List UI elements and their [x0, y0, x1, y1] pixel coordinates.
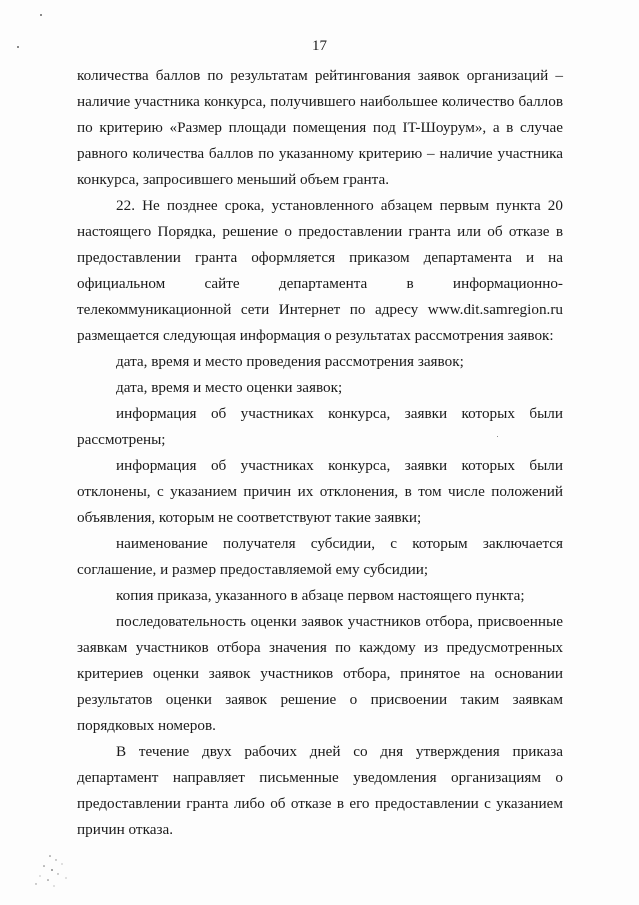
- scan-speck: [40, 14, 42, 16]
- paragraph-22: 22. Не позднее срока, установленного абзацем первым пункта 20 настоящего Порядка, решение о предоставлении гранта или об отказе в предоставлении гранта оформляется приказом департамента и на официальном сайте департамента в информационно-телекоммуникационной сети Интернет по адресу www.dit.samregion.ru размещается следующая информация о результатах рассмотрения заявок:: [77, 197, 563, 344]
- paragraph-criteria-continuation: количества баллов по результатам рейтингования заявок организаций – наличие участника конкурса, получившего наибольшее количество баллов по критерию «Размер площади помещения под IT-Шоурум», а в случае равного количества баллов по указанному критерию – наличие участника конкурса, запросившего меньший объем гранта.: [77, 67, 563, 188]
- list-item-rejected-participants: информация об участниках конкурса, заявки которых были отклонены, с указанием причин их отклонения, в том числе положений объявления, которым не соответствуют такие заявки;: [77, 457, 563, 526]
- scan-noise: [22, 850, 82, 890]
- list-item-evaluation-date: дата, время и место оценки заявок;: [116, 379, 343, 396]
- list-item-evaluation-sequence: последовательность оценки заявок участников отбора, присвоенные заявкам участников отбора значения по каждому из предусмотренных критериев оценки заявок участников отбора, принятое на основании результатов оценки заявок решение о присвоении таким заявкам порядковых номеров.: [77, 613, 563, 734]
- list-item-recipient: наименование получателя субсидии, с которым заключается соглашение, и размер предоставляемой ему субсидии;: [77, 535, 563, 578]
- document-body: [77, 63, 563, 843]
- page-number: 17: [312, 38, 327, 54]
- paragraph-notification: В течение двух рабочих дней со дня утверждения приказа департамент направляет письменные уведомления организациям о предоставлении гранта либо об отказе в его предоставлении с указанием причин отказа.: [77, 743, 563, 838]
- list-item-review-date: дата, время и место проведения рассмотрения заявок;: [116, 353, 464, 370]
- list-item-order-copy: копия приказа, указанного в абзаце первом настоящего пункта;: [116, 587, 525, 604]
- list-item-reviewed-participants: информация об участниках конкурса, заявки которых были рассмотрены;: [77, 405, 563, 448]
